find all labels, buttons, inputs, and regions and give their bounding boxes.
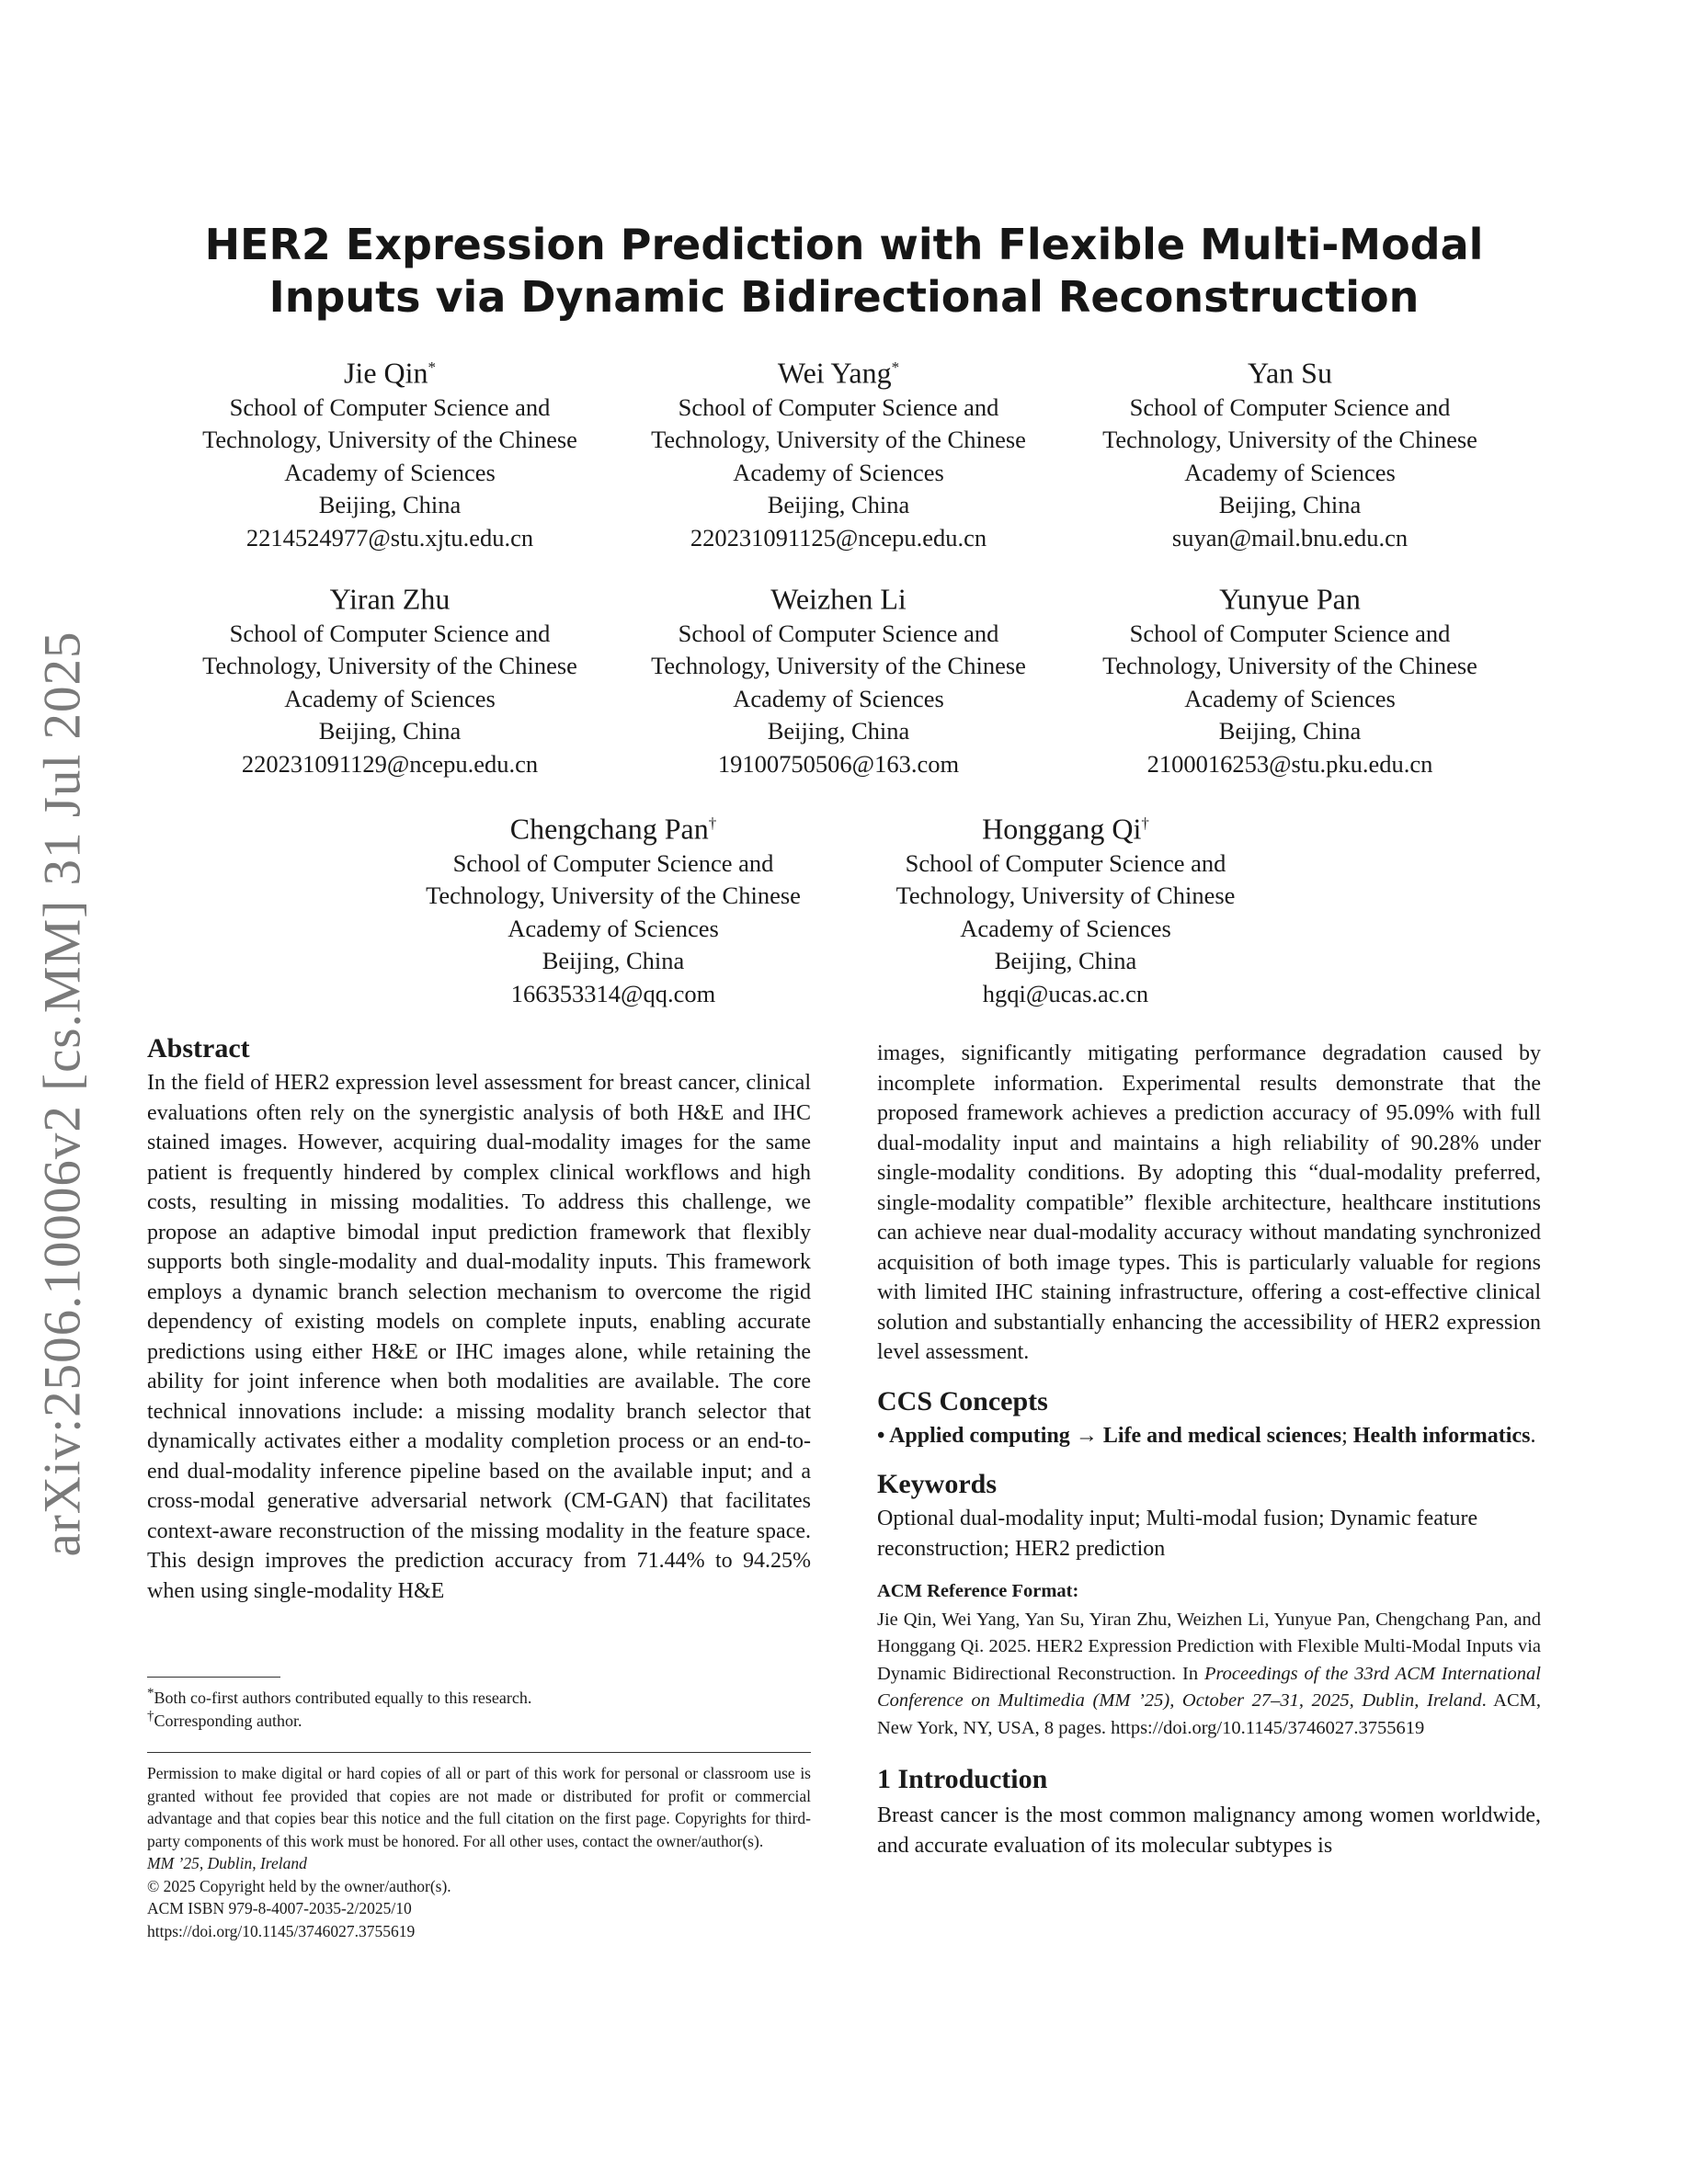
- author-name: Yan Su: [1248, 356, 1332, 390]
- author-name: Jie Qin*: [343, 356, 437, 390]
- author-affiliation: Technology, University of the Chinese: [1102, 426, 1477, 454]
- abstract-left-column: [147, 1031, 811, 1606]
- author-block: [618, 349, 1059, 554]
- author-name: Yiran Zhu: [329, 582, 451, 616]
- author-affiliation: Technology, University of the Chinese: [651, 652, 1026, 680]
- author-block: [393, 805, 834, 1010]
- isbn-line: ACM ISBN 979-8-4007-2035-2/2025/10: [147, 1899, 412, 1917]
- author-location: Beijing, China: [1218, 491, 1362, 519]
- author-block: [169, 575, 610, 780]
- author-affiliation: School of Computer Science and: [1129, 392, 1451, 421]
- footnote: †Corresponding author.: [147, 1709, 302, 1730]
- author-affiliation: Technology, University of the Chinese: [202, 652, 577, 680]
- footnote: *Both co-first authors contributed equally to this research.: [147, 1686, 532, 1707]
- keywords-heading: Keywords: [877, 1469, 997, 1499]
- author-email: 2100016253@stu.pku.edu.cn: [1146, 749, 1433, 778]
- author-affiliation: Academy of Sciences: [1184, 458, 1396, 486]
- author-affiliation: Technology, University of the Chinese: [651, 426, 1026, 454]
- author-affiliation: School of Computer Science and: [905, 848, 1226, 877]
- author-affiliation: Technology, University of the Chinese: [426, 882, 801, 910]
- author-email: 220231091125@ncepu.edu.cn: [690, 523, 987, 552]
- doi-line: https://doi.org/10.1145/3746027.3755619: [147, 1921, 416, 1940]
- author-name: Wei Yang*: [777, 356, 900, 390]
- author-location: Beijing, China: [542, 947, 685, 975]
- paper-title: HER2 Expression Prediction with Flexible Multi-Modal Inputs via Dynamic Bidirectional Reconstruction: [204, 220, 1484, 322]
- author-location: Beijing, China: [767, 717, 910, 745]
- author-email: hgqi@ucas.ac.cn: [982, 979, 1149, 1007]
- author-affiliation: School of Computer Science and: [1129, 619, 1451, 647]
- acm-ref-heading: ACM Reference Format:: [877, 1581, 1079, 1601]
- keywords-text: Optional dual-modality input; Multi-modal fusion; Dynamic feature reconstruction; HER2 prediction: [877, 1507, 1478, 1561]
- abstract-heading: Abstract: [147, 1033, 250, 1064]
- author-affiliation: Technology, University of the Chinese: [1102, 652, 1477, 680]
- arxiv-sidebar-stamp: [35, 597, 90, 1590]
- author-location: Beijing, China: [318, 717, 462, 745]
- author-email: 19100750506@163.com: [717, 749, 960, 778]
- author-name: Weizhen Li: [770, 582, 907, 616]
- author-affiliation: School of Computer Science and: [452, 848, 774, 877]
- author-name: Yunyue Pan: [1219, 582, 1361, 616]
- author-affiliation: Academy of Sciences: [733, 458, 944, 486]
- author-block: [1069, 349, 1511, 554]
- author-affiliation: Academy of Sciences: [1184, 684, 1396, 712]
- permission-text: Permission to make digital or hard copies of all or part of this work for personal or classroom use is granted without fee provided that copies are not made or distributed for profit or commercial advantage and that copies bear this notice and the full citation on the first page. Copyrights for third-party components of this work must be honored. For all other uses, contact the owner/author(s).: [147, 1764, 811, 1850]
- permission-rule: [147, 1752, 811, 1753]
- author-affiliation: Academy of Sciences: [284, 684, 496, 712]
- right-column: [877, 1039, 1541, 1860]
- ccs-concepts: • Applied computing → Life and medical sciences; Health informatics.: [877, 1423, 1536, 1448]
- ccs-heading: CCS Concepts: [877, 1385, 1048, 1416]
- author-location: Beijing, China: [994, 947, 1137, 975]
- author-affiliation: Technology, University of Chinese: [895, 882, 1236, 910]
- author-block: [1069, 575, 1511, 780]
- author-affiliation: School of Computer Science and: [229, 392, 551, 421]
- abstract-text-continued: images, significantly mitigating performance degradation caused by incomplete information. Experimental results demonstrate that the proposed framework achieves a prediction accuracy of 95.09% with full dual-modality input and maintains a high reliability of 90.28% under single-modality conditions. By adopting this “dual-modality preferred, single-modality compatible” flexible architecture, healthcare institutions can achieve near dual-modality accuracy without mandating synchronized acquisition of both image types. This is particularly valuable for regions with limited IHC staining infrastructure, offering a cost-effective clinical solution and substantially enhancing the accessibility of HER2 expression level assessment.: [877, 1041, 1541, 1364]
- author-affiliation: Academy of Sciences: [960, 914, 1171, 942]
- author-affiliation: School of Computer Science and: [229, 619, 551, 647]
- copyright-line: © 2025 Copyright held by the owner/author(s).: [147, 1876, 451, 1895]
- author-name: Honggang Qi†: [982, 812, 1149, 846]
- author-affiliation: Academy of Sciences: [733, 684, 944, 712]
- venue-line: MM ’25, Dublin, Ireland: [147, 1854, 307, 1872]
- author-affiliation: Academy of Sciences: [508, 914, 719, 942]
- permission-block: [147, 1762, 811, 1942]
- footnote-rule: [147, 1677, 280, 1678]
- author-affiliation: School of Computer Science and: [678, 619, 999, 647]
- author-email: 2214524977@stu.xjtu.edu.cn: [245, 523, 534, 552]
- author-affiliation: Technology, University of the Chinese: [202, 426, 577, 454]
- intro-text: Breast cancer is the most common malignancy among women worldwide, and accurate evaluation of its molecular subtypes is: [877, 1803, 1541, 1858]
- author-block: [845, 805, 1286, 1010]
- author-email: 166353314@qq.com: [510, 979, 716, 1007]
- author-name: Chengchang Pan†: [509, 812, 717, 846]
- author-location: Beijing, China: [318, 491, 462, 519]
- author-block: [618, 575, 1059, 780]
- author-email: 220231091129@ncepu.edu.cn: [241, 749, 539, 778]
- author-block: [169, 349, 610, 554]
- author-location: Beijing, China: [1218, 717, 1362, 745]
- author-affiliation: Academy of Sciences: [284, 458, 496, 486]
- arxiv-id: arXiv:2506.10006v2 [cs.MM] 31 Jul 2025: [33, 631, 92, 1557]
- abstract-text: In the field of HER2 expression level assessment for breast cancer, clinical evaluations often rely on the synergistic analysis of both H&E and IHC stained images. However, acquiring dual-modality images for the same patient is frequently hindered by complex clinical workflows and high costs, resulting in missing modalities. To address this challenge, we propose an adaptive bimodal input prediction framework that flexibly supports both single-modality and dual-modality inputs. This framework employs a dynamic branch selection mechanism to overcome the rigid dependency of existing models on complete inputs, enabling accurate predictions using either H&E or IHC images alone, while retaining the ability for joint inference when both modalities are available. The core technical innovations include: a missing modality branch selector that dynamically activates either a modality completion process or an end-to-end dual-modality inference pipeline based on the available input; and a cross-modal generative adversarial network (CM-GAN) that facilitates context-aware reconstruction of the missing modality in the feature space. This design improves the prediction accuracy from 71.44% to 94.25% when using single-modality H&E: [147, 1071, 811, 1603]
- author-email: suyan@mail.bnu.edu.cn: [1171, 523, 1409, 552]
- intro-heading: 1 Introduction: [877, 1764, 1048, 1794]
- acm-ref-text: Jie Qin, Wei Yang, Yan Su, Yiran Zhu, Weizhen Li, Yunyue Pan, Chengchang Pan, and Honggang Qi. 2025. HER2 Expression Prediction with Flexible Multi-Modal Inputs via Dynamic Bidirectional Reconstruction. In Proceedings of the 33rd ACM International Conference on Multimedia (MM ’25), October 27–31, 2025, Dublin, Ireland. ACM, New York, NY, USA, 8 pages. https://doi.org/10.1145/3746027.3755619: [877, 1609, 1542, 1738]
- author-affiliation: School of Computer Science and: [678, 392, 999, 421]
- author-location: Beijing, China: [767, 491, 910, 519]
